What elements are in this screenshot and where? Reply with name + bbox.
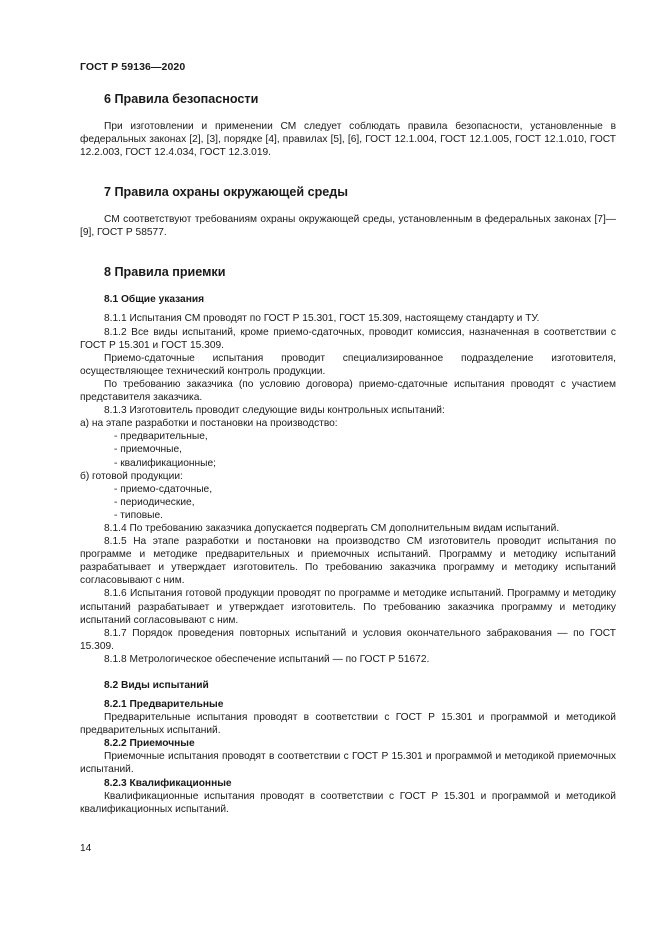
list-item-b: б) готовой продукции:	[80, 470, 183, 482]
list-item-b-1: - приемо-сдаточные,	[114, 483, 213, 495]
clause-8-1-2-c: По требованию заказчика (по условию договора) приемо-сдаточные испытания проводят с участием представителя заказчика.	[80, 378, 616, 404]
clause-8-1-4: 8.1.4 По требованию заказчика допускается подвергать СМ дополнительным видам испытаний.	[104, 522, 560, 534]
clause-8-1-7: 8.1.7 Порядок проведения повторных испытаний и условия окончательного забракования — по ГОСТ 15.309.	[80, 627, 616, 652]
clause-8-1-1: 8.1.1 Испытания СМ проводят по ГОСТ Р 15.301, ГОСТ 15.309, настоящему стандарту и ТУ.	[104, 313, 540, 325]
clause-8-2-2: Приемочные испытания проводят в соответствии с ГОСТ Р 15.301 и программой и методикой приемочных испытаний.	[80, 751, 616, 776]
section-7-paragraph: СМ соответствуют требованиям охраны окружающей среды, установленным в федеральных законах [7]—[9], ГОСТ Р 58577.	[80, 214, 616, 239]
list-item-a: а) на этапе разработки и постановки на производство:	[80, 418, 338, 430]
subsection-8-1-title: 8.1 Общие указания	[104, 294, 205, 306]
clause-8-1-3: 8.1.3 Изготовитель проводит следующие виды контрольных испытаний:	[104, 405, 445, 417]
clause-8-1-5: 8.1.5 На этапе разработки и постановки на производство СМ изготовитель проводит испытания по программе и методике предварительных и приемочных испытаний. Программу и методику испытаний разрабатывает и утверждает изготовитель. По требованию заказчика программу и методику испытаний согласовывают с ним.	[80, 536, 616, 587]
list-item-a-1: - предварительные,	[114, 431, 208, 443]
running-header: ГОСТ Р 59136—2020	[80, 61, 186, 73]
section-7-title: 7 Правила охраны окружающей среды	[104, 185, 349, 200]
clause-8-1-2-b: Приемо-сдаточные испытания проводит специализированное подразделение изготовителя, осуществляющее технический контроль продукции.	[80, 352, 616, 377]
section-6-paragraph: При изготовлении и применении СМ следует соблюдать правила безопасности, установленные в федеральных законах [2], [3], порядке [4], правилах [5], [6], ГОСТ 12.1.004, ГОСТ 12.1.005, ГОСТ 12.1.010, ГОСТ 12.2.003, ГОСТ 12.4.034, ГОСТ 12.3.019.	[80, 121, 616, 159]
clause-8-1-6: 8.1.6 Испытания готовой продукции проводят по программе и методике испытаний. Программу и методику испытаний разрабатывает и утверждает изготовитель. По требованию заказчика программу и методику испытаний согласовывают с ним.	[80, 588, 616, 626]
list-item-a-2: - приемочные,	[114, 444, 182, 456]
clause-8-2-1: Предварительные испытания проводят в соответствии с ГОСТ Р 15.301 и программой и методикой предварительных испытаний.	[80, 712, 616, 737]
clause-8-1-8: 8.1.8 Метрологическое обеспечение испытаний — по ГОСТ Р 51672.	[104, 653, 430, 665]
page-number: 14	[80, 843, 92, 854]
clause-8-2-1-title: 8.2.1 Предварительные	[104, 699, 224, 710]
clause-8-2-2-title: 8.2.2 Приемочные	[104, 738, 195, 750]
list-item-b-3: - типовые.	[114, 509, 163, 521]
list-item-a-3: - квалификационные;	[114, 457, 216, 469]
subsection-8-2-title: 8.2 Виды испытаний	[104, 680, 209, 691]
section-6-title: 6 Правила безопасности	[104, 92, 259, 106]
page-content	[80, 92, 616, 816]
clause-8-1-2: 8.1.2 Все виды испытаний, кроме приемо-сдаточных, проводит комиссия, назначенная в соответствии с ГОСТ Р 15.301 и ГОСТ 15.309.	[80, 326, 616, 351]
section-8-title: 8 Правила приемки	[104, 265, 226, 280]
clause-8-2-3: Квалификационные испытания проводят в соответствии с ГОСТ Р 15.301 и программой и методикой квалификационных испытаний.	[80, 790, 616, 815]
list-item-b-2: - периодические,	[114, 496, 195, 508]
clause-8-2-3-title: 8.2.3 Квалификационные	[104, 777, 232, 789]
